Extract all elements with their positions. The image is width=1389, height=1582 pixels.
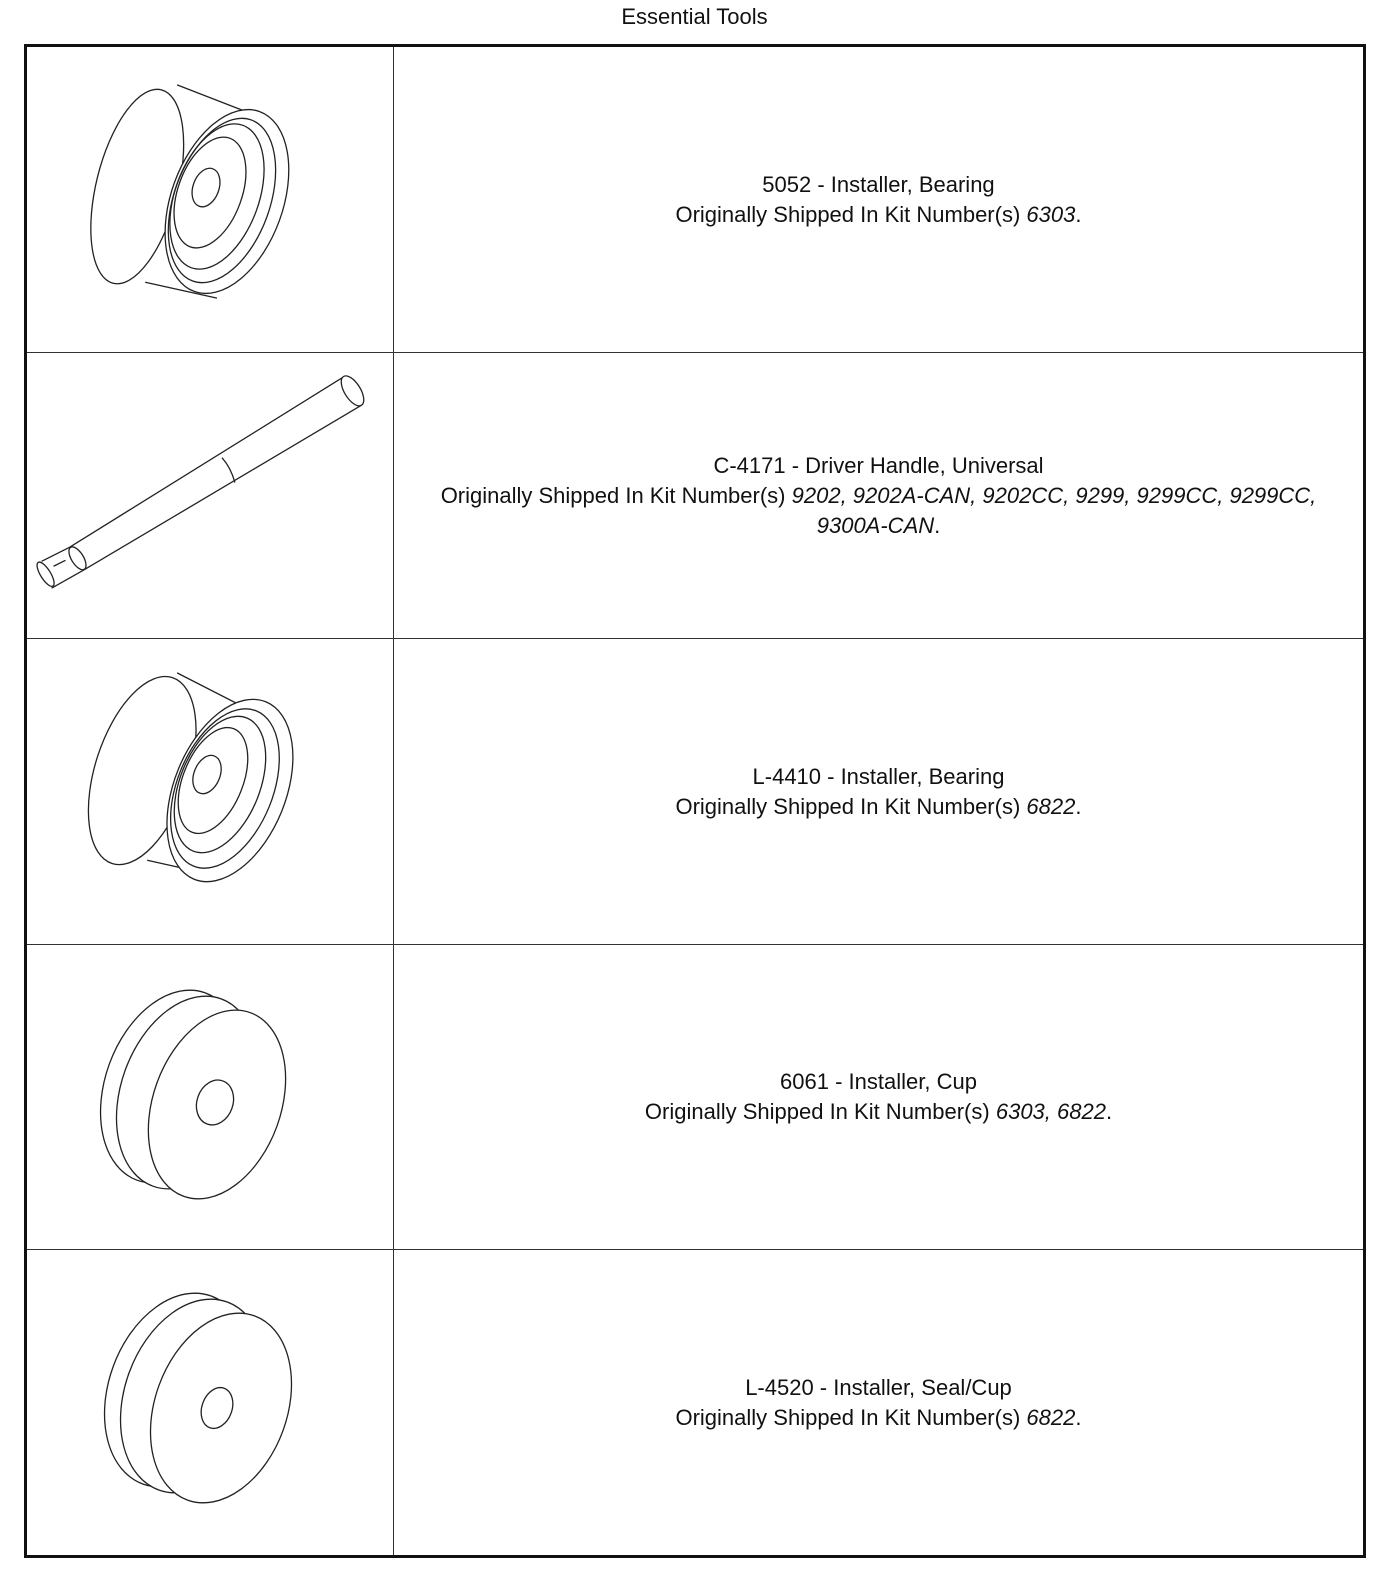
- kit-numbers: 9202, 9202A-CAN, 9202CC, 9299, 9299CC, 9299CC, 9300A-CAN: [791, 482, 1317, 538]
- tool-image-cell: [27, 1250, 394, 1555]
- tool-description-cell: 6061 - Installer, Cup Originally Shipped In Kit Number(s) 6303, 6822.: [644, 1069, 1113, 1124]
- kit-numbers: 6303, 6822: [995, 1099, 1106, 1124]
- tool-image-cell: [27, 353, 394, 638]
- kit-numbers: 6822: [1026, 1404, 1076, 1430]
- bearing-installer-icon: [27, 47, 394, 352]
- cup-installer-icon: [27, 945, 394, 1249]
- tool-image-cell: [27, 945, 394, 1249]
- tool-image-cell: [27, 639, 394, 944]
- tool-description-cell: L-4520 - Installer, Seal/Cup Originally Shipped In Kit Number(s) 6822.: [675, 1374, 1082, 1430]
- table-row: [27, 47, 1363, 353]
- page-title: Essential Tools: [621, 4, 768, 29]
- kits-prefix: Originally Shipped In Kit Number(s): [675, 201, 1021, 227]
- tool-image-cell: [27, 47, 394, 352]
- tool-name: L-4410 - Installer, Bearing: [752, 763, 1005, 789]
- tool-name: 6061 - Installer, Cup: [780, 1069, 977, 1094]
- tool-description-cell: C-4171 - Driver Handle, Universal Originally Shipped In Kit Number(s) 9202, 9202A-CAN, 9202CC, 9299, 9299CC, 9299CC, 9300A-CAN.: [394, 353, 1363, 638]
- table-row: [27, 639, 1363, 945]
- tool-name: 5052 - Installer, Bearing: [762, 171, 995, 197]
- tool-name: C-4171 - Driver Handle, Universal: [713, 452, 1044, 478]
- tool-description-cell: 5052 - Installer, Bearing Originally Shipped In Kit Number(s) 6303.: [675, 171, 1082, 227]
- kit-numbers: 6303: [1026, 201, 1076, 227]
- table-row: [27, 945, 1363, 1250]
- kits-prefix: Originally Shipped In Kit Number(s): [440, 482, 786, 508]
- driver-handle-icon: [27, 353, 394, 638]
- kits-prefix: Originally Shipped In Kit Number(s): [644, 1099, 990, 1124]
- table-row: [27, 353, 1363, 639]
- table-row: [27, 1250, 1363, 1555]
- tool-name: L-4520 - Installer, Seal/Cup: [745, 1374, 1012, 1400]
- tool-description-cell: L-4410 - Installer, Bearing Originally Shipped In Kit Number(s) 6822.: [675, 763, 1082, 819]
- kit-numbers: 6822: [1026, 793, 1076, 819]
- tools-table: [24, 44, 1366, 1558]
- kits-prefix: Originally Shipped In Kit Number(s): [675, 1404, 1021, 1430]
- kits-prefix: Originally Shipped In Kit Number(s): [675, 793, 1021, 819]
- bearing-installer-icon: [27, 639, 394, 944]
- seal-cup-installer-icon: [27, 1250, 394, 1555]
